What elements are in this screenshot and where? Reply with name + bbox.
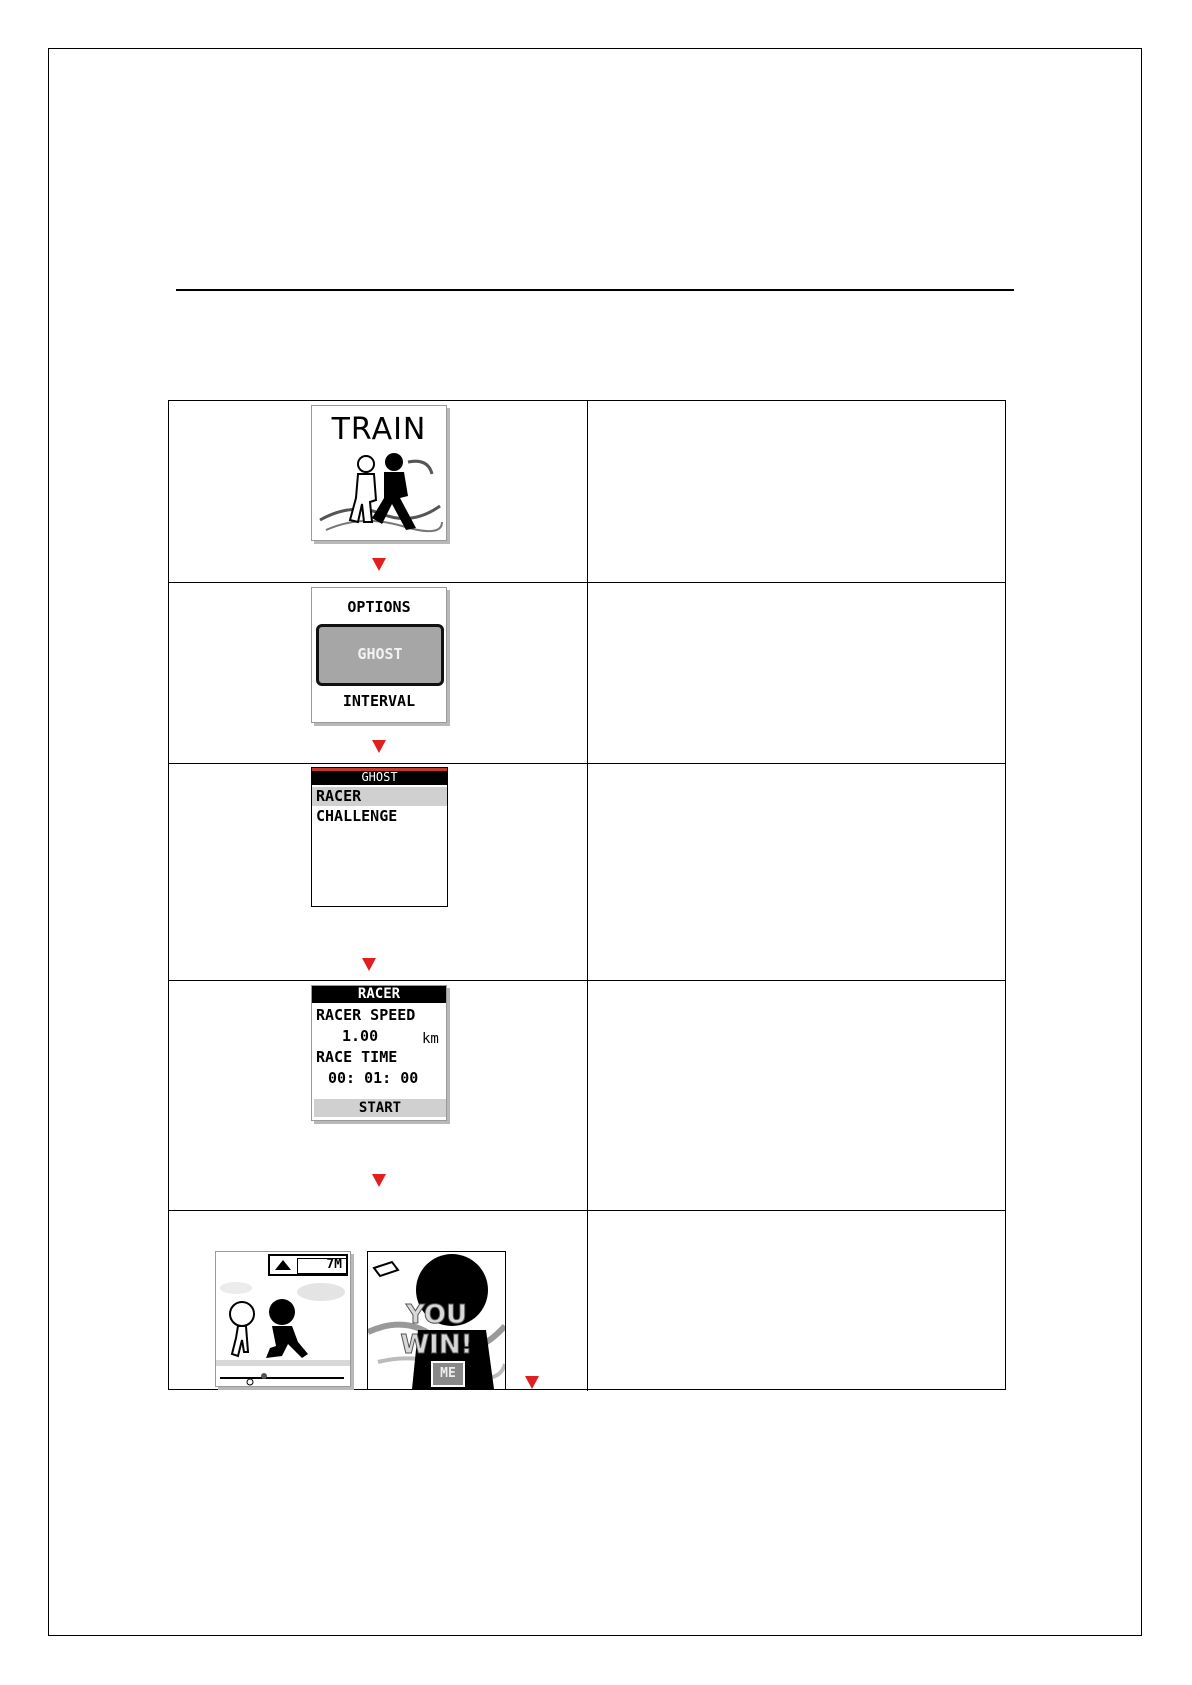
ghost-header-label: GHOST — [361, 770, 398, 784]
step-row-race — [169, 1210, 1005, 1391]
menu-item-interval[interactable]: INTERVAL — [342, 692, 416, 710]
step-row-ghost — [169, 763, 1005, 980]
menu-item-challenge[interactable]: CHALLENGE — [316, 807, 398, 825]
menu-item-ghost-selected[interactable] — [316, 624, 444, 686]
result-screen — [367, 1251, 506, 1390]
steps-table — [168, 400, 1006, 1390]
next-step-arrow — [362, 958, 376, 971]
race-time-label: RACE TIME — [316, 1048, 398, 1066]
race-scene — [216, 1278, 350, 1387]
race-time-value[interactable]: 00: 01: 00 — [328, 1069, 419, 1087]
ghost-runner-icon — [230, 1302, 254, 1356]
next-step-arrow — [372, 740, 386, 753]
ghost-runner-icon — [374, 1262, 398, 1276]
header-rule — [176, 289, 1014, 291]
menu-item-racer-selected[interactable]: RACER — [312, 787, 447, 806]
race-screen — [215, 1251, 351, 1387]
distance-value: 7M — [326, 1257, 342, 1272]
runner-icon — [266, 1299, 308, 1358]
next-step-arrow — [525, 1376, 539, 1389]
step-description — [599, 1219, 995, 1383]
racer-header-label: RACER — [357, 986, 401, 1002]
distance-indicator — [268, 1254, 348, 1276]
step-description — [599, 409, 995, 574]
step-description — [599, 989, 995, 1202]
step-row-options — [169, 582, 1005, 763]
options-screen — [311, 587, 447, 723]
runner-illustration — [312, 452, 446, 536]
me-badge: ME — [440, 1366, 456, 1381]
step-row-racer — [169, 980, 1005, 1210]
train-title: TRAIN — [331, 412, 427, 447]
ghost-screen — [311, 767, 448, 907]
racer-speed-unit: km — [422, 1031, 439, 1047]
step-row-train — [169, 401, 1005, 582]
racer-screen — [311, 985, 447, 1121]
racer-header — [312, 986, 446, 1003]
step-description — [599, 772, 995, 972]
menu-item-ghost-label: GHOST — [357, 645, 403, 663]
next-step-arrow — [372, 558, 386, 571]
step-description — [599, 591, 995, 755]
racer-speed-value[interactable]: 1.00 — [342, 1027, 379, 1045]
start-button[interactable]: START — [314, 1099, 446, 1117]
train-screen[interactable] — [311, 405, 447, 541]
result-message: YOU WIN! — [400, 1300, 473, 1360]
ghost-header — [312, 768, 447, 785]
next-step-arrow — [372, 1174, 386, 1187]
menu-item-options[interactable]: OPTIONS — [347, 598, 411, 616]
racer-speed-label: RACER SPEED — [316, 1006, 416, 1024]
triangle-up-icon — [275, 1260, 291, 1270]
